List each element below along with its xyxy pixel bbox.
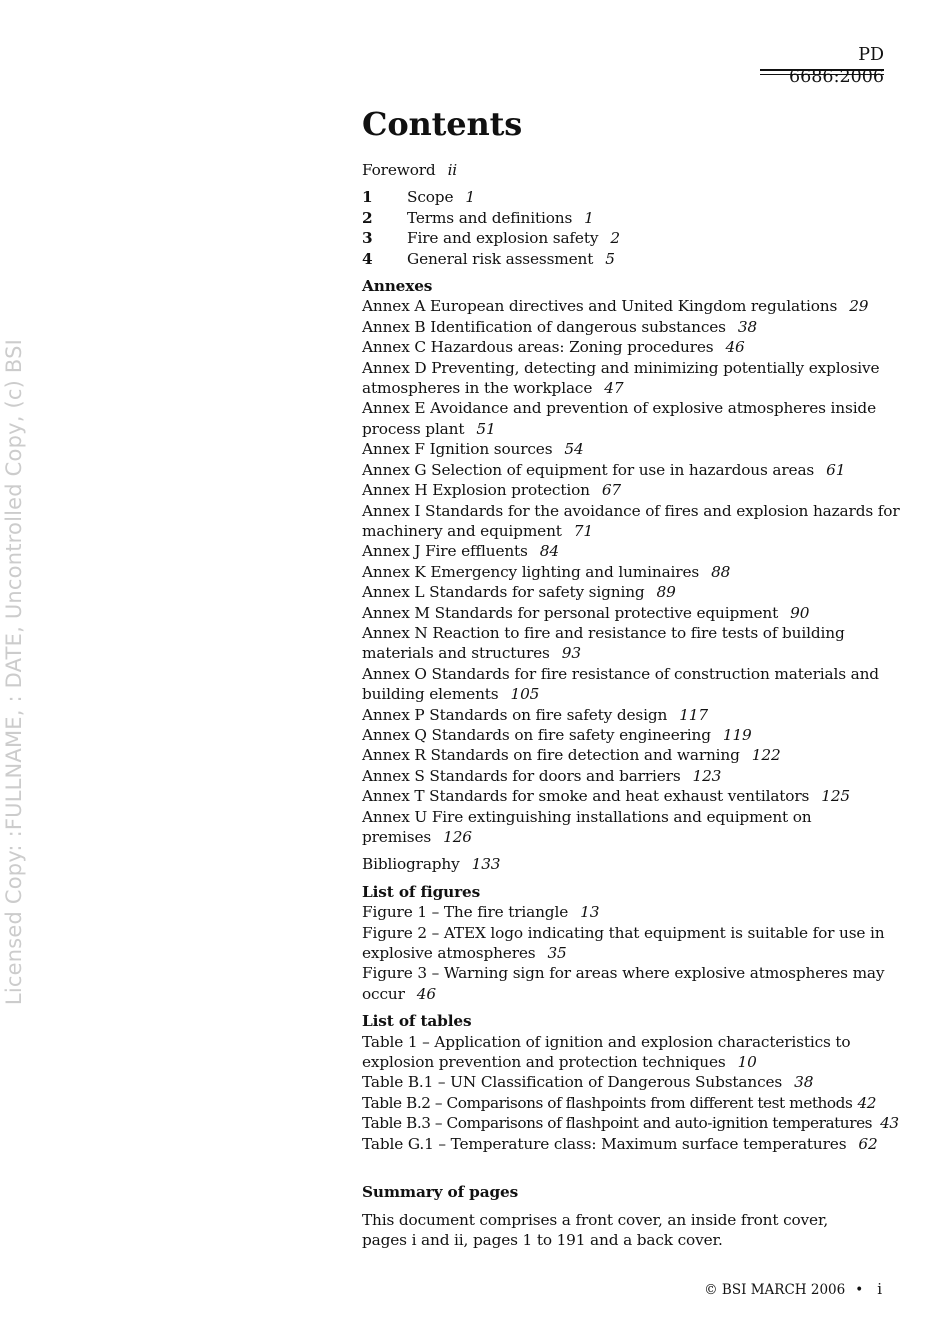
table-entry[interactable] xyxy=(362,1093,902,1113)
annex-entry[interactable] xyxy=(362,582,902,602)
entry-label: Annex O Standards for fire resistance of construction materials and building elements xyxy=(362,664,879,704)
entry-label: Annex B Identification of dangerous substances xyxy=(362,317,726,336)
entry-label: Foreword xyxy=(362,161,436,179)
watermark: Licensed Copy: :FULLNAME, : DATE, Uncontrolled Copy, (c) BSI xyxy=(2,338,26,1006)
entry-page: 90 xyxy=(790,603,810,622)
figures-list xyxy=(362,902,902,1004)
entry-page: 2 xyxy=(610,229,620,248)
figure-entry[interactable] xyxy=(362,923,902,964)
annex-entry[interactable] xyxy=(362,337,902,357)
annex-entry[interactable] xyxy=(362,317,902,337)
figure-entry[interactable] xyxy=(362,963,902,1004)
entry-label: Annex M Standards for personal protective equipment xyxy=(362,603,779,622)
entry-label: Annex C Hazardous areas: Zoning procedures xyxy=(362,338,714,357)
annex-entry[interactable] xyxy=(362,398,902,439)
entry-page: 93 xyxy=(561,644,581,663)
entry-label: Annex R Standards on fire detection and warning xyxy=(362,746,740,765)
entry-label: Table B.2 – Comparisons of flashpoints from different test methods xyxy=(362,1093,853,1112)
entry-label: Figure 3 – Warning sign for areas where explosive atmospheres may occur xyxy=(362,964,885,1003)
section-number: 3 xyxy=(362,229,373,248)
annex-entry[interactable] xyxy=(362,460,902,480)
entry-label: Annex I Standards for the avoidance of fires and explosion hazards for machinery and equipment xyxy=(362,501,900,540)
header-rule xyxy=(760,69,884,75)
entry-label: Terms and definitions xyxy=(407,208,573,227)
entry-page: 51 xyxy=(476,419,496,438)
entry-label: Annex J Fire effluents xyxy=(362,542,528,561)
bibliography-entry[interactable] xyxy=(362,854,902,874)
entry-page: 105 xyxy=(510,685,540,704)
annex-entry[interactable] xyxy=(362,358,902,399)
page-number: i xyxy=(877,1280,882,1298)
entry-page: 125 xyxy=(821,787,850,806)
section-entry[interactable] xyxy=(362,187,902,207)
entry-page: 126 xyxy=(443,828,472,846)
entry-label: Table B.3 – Comparisons of flashpoint and auto-ignition temperatures xyxy=(362,1114,873,1133)
table-entry[interactable] xyxy=(362,1113,902,1133)
summary-heading: Summary of pages xyxy=(362,1183,519,1202)
entry-page: 89 xyxy=(656,583,676,602)
entry-page: 1 xyxy=(584,208,594,227)
section-entry[interactable] xyxy=(362,228,902,248)
entry-page: 1 xyxy=(465,188,475,207)
entry-label: Scope xyxy=(407,188,454,207)
entry-label: Annex H Explosion protection xyxy=(362,481,590,500)
entry-page: 54 xyxy=(564,440,584,459)
entry-label: General risk assessment xyxy=(407,249,594,268)
entry-label: Annex E Avoidance and prevention of explosive atmospheres inside process plant xyxy=(362,399,876,438)
annex-entry[interactable] xyxy=(362,786,902,806)
annex-entry[interactable] xyxy=(362,807,902,848)
entry-label: Annex A European directives and United Kingdom regulations xyxy=(362,297,838,316)
entry-label: Figure 2 – ATEX logo indicating that equipment is suitable for use in explosive atmospheres xyxy=(362,923,885,963)
contents-page xyxy=(362,102,902,1250)
entry-page: 5 xyxy=(605,249,615,268)
figure-entry[interactable] xyxy=(362,902,902,922)
entry-label: Bibliography xyxy=(362,855,460,874)
entry-page: 10 xyxy=(737,1053,757,1072)
entry-page: 13 xyxy=(580,903,600,922)
table-entry[interactable] xyxy=(362,1032,902,1073)
annex-entry[interactable] xyxy=(362,541,902,561)
tables-list xyxy=(362,1032,902,1154)
section-number: 2 xyxy=(362,208,373,227)
annex-entry[interactable] xyxy=(362,745,902,765)
entry-page: 42 xyxy=(857,1093,877,1112)
entry-page: 133 xyxy=(471,855,501,874)
entry-label: Annex P Standards on fire safety design xyxy=(362,705,668,724)
section-entry[interactable] xyxy=(362,249,902,269)
annex-entry[interactable] xyxy=(362,664,902,705)
annex-entry[interactable] xyxy=(362,296,902,316)
entry-page: 117 xyxy=(679,705,708,724)
table-entry[interactable] xyxy=(362,1134,902,1154)
entry-page: 123 xyxy=(692,766,722,785)
annex-entry[interactable] xyxy=(362,562,902,582)
page-title: Contents xyxy=(362,105,523,143)
entry-label: Annex N Reaction to fire and resistance to fire tests of building materials and structures xyxy=(362,623,845,663)
entry-page: 38 xyxy=(794,1073,814,1092)
entry-page: ii xyxy=(447,161,458,179)
annex-entry[interactable] xyxy=(362,439,902,459)
entry-label: Annex G Selection of equipment for use in hazardous areas xyxy=(362,460,815,479)
entry-label: Annex U Fire extinguishing installations and equipment on premises xyxy=(362,807,812,846)
entry-label: Annex T Standards for smoke and heat exhaust ventilators xyxy=(362,787,810,806)
entry-label: Figure 1 – The fire triangle xyxy=(362,903,569,922)
entry-page: 46 xyxy=(416,984,436,1003)
entry-page: 29 xyxy=(849,297,869,316)
footer-bullet: • xyxy=(855,1282,864,1298)
entry-label: Annex S Standards for doors and barriers xyxy=(362,766,681,785)
entry-label: Annex Q Standards on fire safety engineering xyxy=(362,725,711,744)
figures-heading: List of figures xyxy=(362,882,481,901)
copyright-text: © BSI MARCH 2006 xyxy=(704,1282,846,1298)
entry-page: 67 xyxy=(601,481,622,500)
section-number: 4 xyxy=(362,249,373,268)
annex-entry[interactable] xyxy=(362,623,902,664)
entry-page: 62 xyxy=(858,1134,878,1153)
entry-label: Annex D Preventing, detecting and minimizing potentially explosive atmospheres in the workplace xyxy=(362,358,880,398)
entry-label: Table B.1 – UN Classification of Dangerous Substances xyxy=(362,1073,783,1092)
page-footer xyxy=(640,1280,882,1298)
entry-page: 43 xyxy=(880,1114,899,1133)
entry-label: Table 1 – Application of ignition and explosion characteristics to explosion prevention and protection techniques xyxy=(362,1032,851,1072)
document-id: PD 6686:2006 xyxy=(789,45,884,87)
annex-entry[interactable] xyxy=(362,705,902,725)
summary-text: This document comprises a front cover, an inside front cover, pages i and ii, pages 1 to 191 and a back cover. xyxy=(362,1210,829,1249)
entry-label: Annex K Emergency lighting and luminaires xyxy=(362,562,700,581)
entry-page: 122 xyxy=(751,746,781,765)
table-entry[interactable] xyxy=(362,1072,902,1092)
sections-list xyxy=(362,187,902,269)
annex-entry[interactable] xyxy=(362,766,902,786)
entry-label: Table G.1 – Temperature class: Maximum surface temperatures xyxy=(362,1134,847,1153)
section-number: 1 xyxy=(362,188,373,207)
entry-page: 47 xyxy=(604,379,624,398)
tables-heading: List of tables xyxy=(362,1012,472,1031)
annexes-heading: Annexes xyxy=(362,277,433,296)
entry-label: Fire and explosion safety xyxy=(407,229,599,248)
entry-label: Annex F Ignition sources xyxy=(362,440,553,459)
annex-entry[interactable] xyxy=(362,480,902,500)
entry-page: 84 xyxy=(539,542,559,561)
annex-entry[interactable] xyxy=(362,603,902,623)
entry-page: 61 xyxy=(826,460,846,479)
annex-entry[interactable] xyxy=(362,725,902,745)
entry-label: Annex L Standards for safety signing xyxy=(362,583,645,602)
foreword-entry[interactable] xyxy=(362,160,902,180)
entry-page: 88 xyxy=(711,562,731,581)
section-entry[interactable] xyxy=(362,208,902,228)
entry-page: 119 xyxy=(722,725,752,744)
annex-entry[interactable] xyxy=(362,501,902,542)
entry-page: 46 xyxy=(725,338,745,357)
entry-page: 38 xyxy=(737,317,758,336)
annexes-list xyxy=(362,296,902,847)
entry-page: 35 xyxy=(547,944,567,963)
entry-page: 71 xyxy=(573,521,593,540)
